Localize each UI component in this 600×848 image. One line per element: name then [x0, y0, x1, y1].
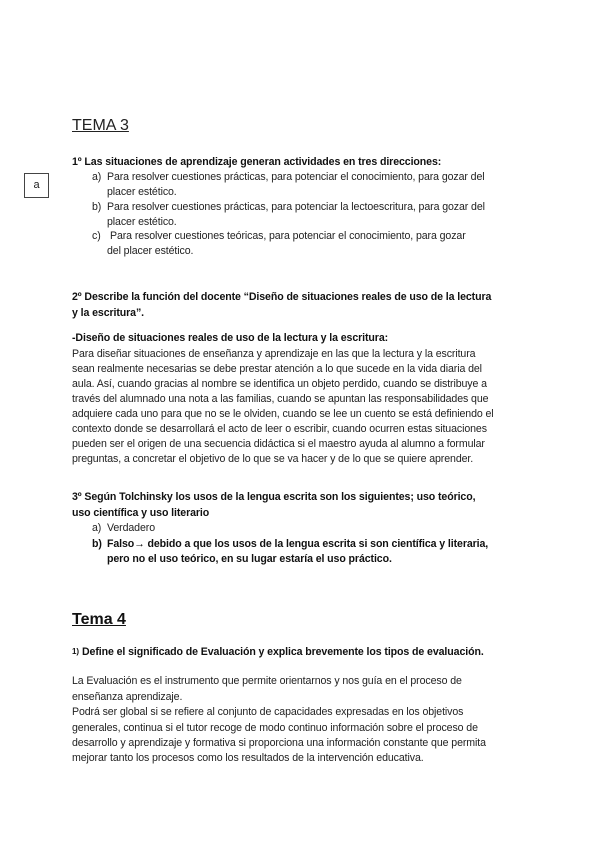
q1-option-c-marker: c)	[92, 230, 101, 242]
q3-option-b-marker: b)	[92, 538, 102, 550]
q2-answer-line: Para diseñar situaciones de enseñanza y aprendizaje en las que la lectura y la escritura	[72, 348, 476, 360]
tema4-answer-line: enseñanza aprendizaje.	[72, 691, 183, 703]
q1-option-c: Para resolver cuestiones teóricas, para potenciar el conocimiento, para gozar	[110, 230, 466, 242]
tema3-title: TEMA 3	[72, 117, 129, 134]
tema4-answer-line: La Evaluación es el instrumento que permite orientarnos y nos guía en el proceso de	[72, 675, 462, 687]
q1-option-b: Para resolver cuestiones prácticas, para potenciar la lectoescritura, para gozar del	[107, 201, 485, 213]
q2-answer-line: contexto donde se desarrollará el acto de leer o escribir, cuando ocurren estas situaciones	[72, 423, 487, 435]
margin-annotation-box: a	[24, 173, 49, 198]
q3-option-b: pero no el uso teórico, en su lugar estaría el uso práctico.	[107, 553, 392, 565]
q2-question: 2º Describe la función del docente “Diseño de situaciones reales de uso de la lectura	[72, 291, 492, 303]
tema4-answer-line: desarrollo y aprendizaje y formativa si proporciona una información constante que permita	[72, 737, 486, 749]
q2-answer-line: sean realmente necesarias se debe prestar atención a lo que sucede en la vida diaria del	[72, 363, 482, 375]
tema4-answer-line: mejorar tanto los procesos como los resultados de la intervención educativa.	[72, 752, 424, 764]
q2-answer-line: preguntas, a concretar el objetivo de lo que se va hacer y de lo que se quiere aprender.	[72, 453, 474, 465]
q2-answer-line: pueden ser el origen de una secuencia didáctica si el maestro ayuda al alumno a formular	[72, 438, 485, 450]
q3-option-b: Falso→ debido a que los usos de la lengua escrita si son científica y literaria,	[107, 538, 489, 550]
tema4-q1-marker: 1)	[72, 647, 79, 656]
tema4-title: Tema 4	[72, 611, 126, 628]
q3-option-a-marker: a)	[92, 522, 102, 534]
q2-answer-line: adquiere cada uno para que no se le olviden, cuando se lee un cuento se está definiendo el	[72, 408, 494, 420]
q2-subheading: -Diseño de situaciones reales de uso de la lectura y la escritura:	[72, 332, 389, 344]
q1-option-b-marker: b)	[92, 201, 102, 213]
q1-option-a: Para resolver cuestiones prácticas, para potenciar el conocimiento, para gozar del	[107, 171, 485, 183]
tema4-q1-question: Define el significado de Evaluación y explica brevemente los tipos de evaluación.	[82, 646, 484, 658]
q2-answer-line: aula. Así, cuando gracias al nombre se identifica un objeto perdido, cuando se distribuye a	[72, 378, 487, 390]
q3-option-a: Verdadero	[107, 522, 155, 534]
q2-question: y la escritura”.	[72, 307, 145, 319]
q1-option-b: placer estético.	[107, 216, 177, 228]
q3-question: uso científica y uso literario	[72, 507, 210, 519]
q2-answer-line: través del alumnado una nota a las familias, cuando se apuntan las responsabilidades que	[72, 393, 489, 405]
q1-option-a: placer estético.	[107, 186, 177, 198]
q1-option-c: del placer estético.	[107, 245, 194, 257]
tema4-answer-line: Podrá ser global si se refiere al conjunto de capacidades expresadas en los objetivos	[72, 706, 464, 718]
q3-question: 3º Según Tolchinsky los usos de la lengua escrita son los siguientes; uso teórico,	[72, 491, 476, 503]
q1-option-a-marker: a)	[92, 171, 102, 183]
tema4-answer-line: generales, continua si el tutor recoge de modo continuo información sobre el proceso de	[72, 722, 478, 734]
q1-question: 1º Las situaciones de aprendizaje generan actividades en tres direcciones:	[72, 156, 442, 168]
